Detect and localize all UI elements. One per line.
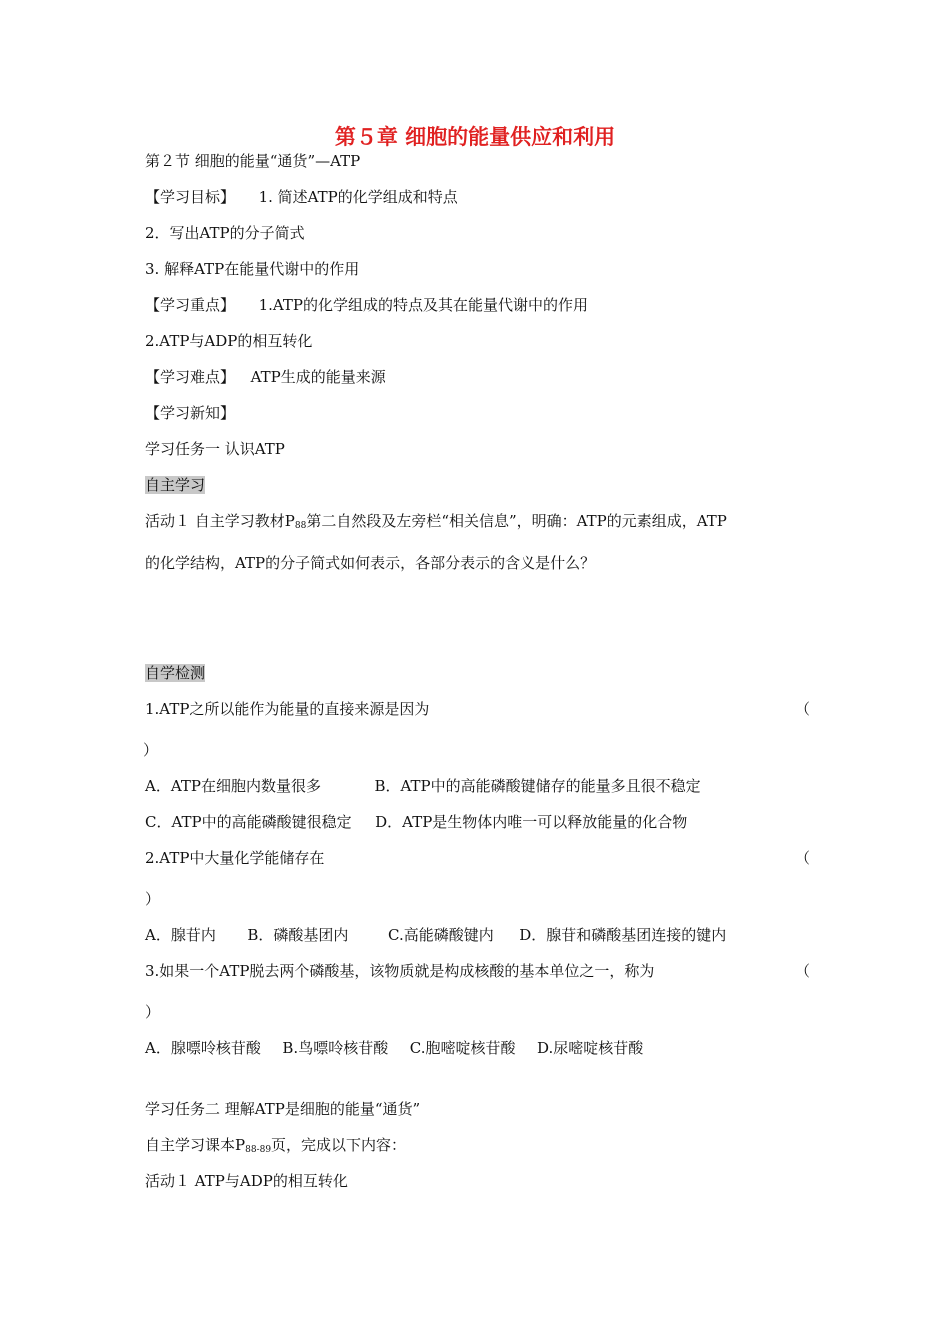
question-2-options <box>145 925 726 945</box>
question-3-options <box>145 1038 643 1058</box>
question-1-stem: 1.ATP之所以能作为能量的直接来源是因为 <box>145 700 430 718</box>
self-check-label <box>145 663 205 683</box>
study-2 <box>145 1135 406 1160</box>
page-ref-2: 88-89 <box>245 1145 272 1155</box>
difficulty-label: 【学习难点】 <box>145 368 236 386</box>
q1-option-b: B．ATP中的高能磷酸键储存的能量多且很不稳定 <box>374 777 701 795</box>
learning-goals <box>145 187 458 207</box>
key-point-1: 1.ATP的化学组成的特点及其在能量代谢中的作用 <box>258 296 589 314</box>
key-points-label: 【学习重点】 <box>145 296 236 314</box>
question-2-close-paren: ） <box>145 890 161 908</box>
activity-1-text-b: 第二自然段及左旁栏“相关信息”，明确：ATP的元素组成，ATP <box>306 512 727 530</box>
self-study-label <box>145 475 205 495</box>
goal-3: 3. 解释ATP在能量代谢中的作用 <box>145 260 360 278</box>
q1-option-c: C．ATP中的高能磷酸键很稳定 <box>145 813 352 831</box>
q2-option-d: D．腺苷和磷酸基团连接的键内 <box>519 926 727 944</box>
difficulty <box>145 367 386 387</box>
q3-option-b: B.鸟嘌呤核苷酸 <box>282 1039 389 1057</box>
question-3-close-paren: ） <box>145 1003 161 1021</box>
task-1-heading: 学习任务一 认识ATP <box>145 440 285 458</box>
study-2-text-b: 页，完成以下内容： <box>271 1136 407 1154</box>
question-2-open-paren: （ <box>795 849 811 867</box>
activity-1-line-2: 的化学结构，ATP的分子简式如何表示，各部分表示的含义是什么？ <box>145 554 596 572</box>
goal-2: 2．写出ATP的分子简式 <box>145 224 305 242</box>
question-2-stem: 2.ATP中大量化学能储存在 <box>145 849 325 867</box>
q1-option-d: D．ATP是生物体内唯一可以释放能量的化合物 <box>375 813 688 831</box>
page-ref: 88 <box>294 521 307 531</box>
new-knowledge-label: 【学习新知】 <box>145 404 236 422</box>
self-check-highlight: 自学检测 <box>145 664 206 682</box>
question-1-options-ab <box>145 776 701 796</box>
question-1-open-paren: （ <box>795 700 811 718</box>
section-heading: 第２节 细胞的能量“通货”—ATP <box>145 152 361 170</box>
question-1-options-cd <box>145 812 687 832</box>
activity-2-heading: 活动１ ATP与ADP的相互转化 <box>145 1172 348 1190</box>
activity-1-text-a: 活动１ 自主学习教材P <box>145 512 295 530</box>
task-2-heading: 学习任务二 理解ATP是细胞的能量“通货” <box>145 1100 421 1118</box>
q3-option-c: C.胞嘧啶核苷酸 <box>409 1039 516 1057</box>
study-2-text-a: 自主学习课本P <box>145 1136 246 1154</box>
chapter-title: 第５章 细胞的能量供应和利用 <box>334 125 616 149</box>
question-3-open-paren: （ <box>795 962 811 980</box>
difficulty-text: ATP生成的能量来源 <box>250 368 386 386</box>
self-study-highlight: 自主学习 <box>145 476 206 494</box>
key-points <box>145 295 588 315</box>
question-3-stem: 3.如果一个ATP脱去两个磷酸基，该物质就是构成核酸的基本单位之一，称为 <box>145 962 655 980</box>
key-point-2: 2.ATP与ADP的相互转化 <box>145 332 313 350</box>
q2-option-a: A．腺苷内 <box>145 926 216 944</box>
q3-option-d: D.尿嘧啶核苷酸 <box>537 1039 644 1057</box>
q1-option-a: A．ATP在细胞内数量很多 <box>145 777 321 795</box>
activity-1 <box>145 511 727 536</box>
q3-option-a: A．腺嘌呤核苷酸 <box>145 1039 261 1057</box>
goals-label: 【学习目标】 <box>145 188 236 206</box>
q2-option-c: C.高能磷酸键内 <box>388 926 494 944</box>
q2-option-b: B．磷酸基团内 <box>247 926 349 944</box>
question-1-close-paren: ） <box>143 741 159 759</box>
goal-1: 1. 简述ATP的化学组成和特点 <box>258 188 458 206</box>
